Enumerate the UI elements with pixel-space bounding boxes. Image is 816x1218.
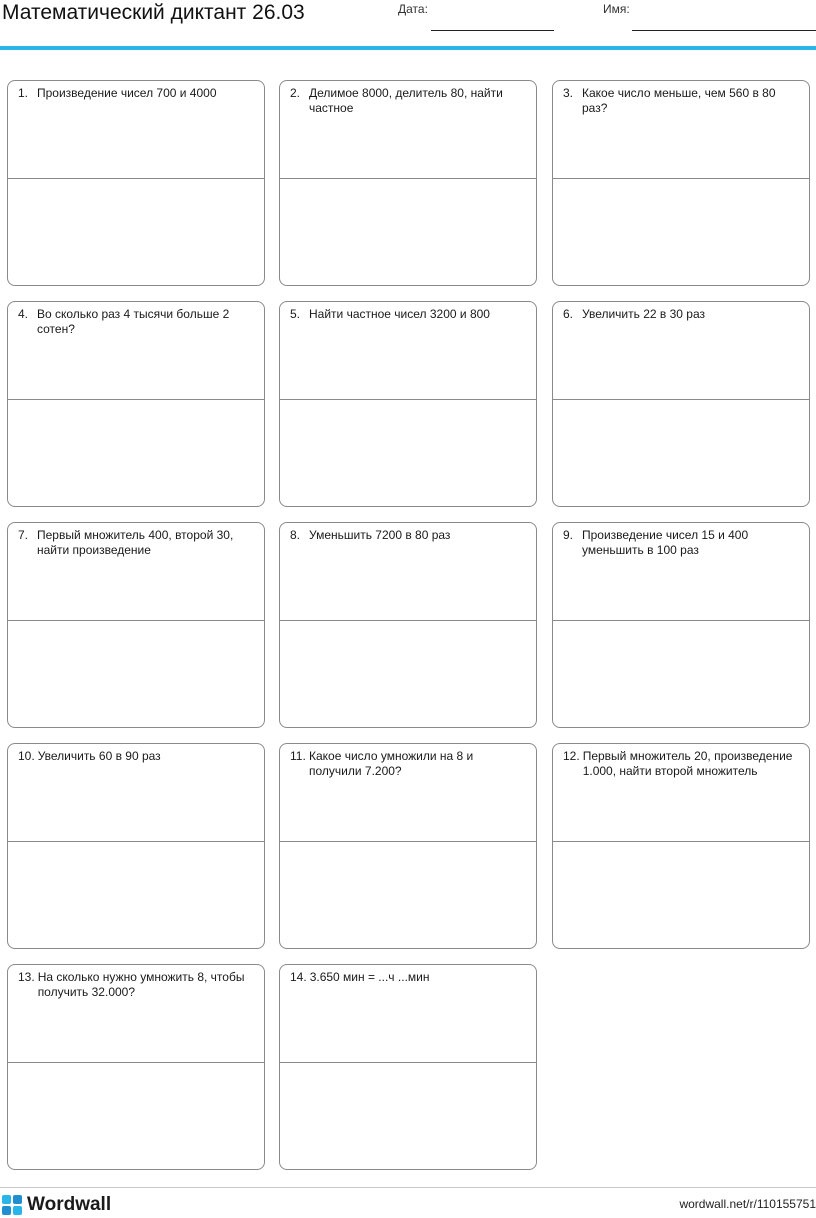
question-number: 10. — [18, 749, 35, 763]
card-divider — [280, 841, 536, 842]
question-prompt — [290, 749, 526, 779]
question-card-5 — [279, 301, 537, 507]
card-divider — [8, 1062, 264, 1063]
question-number: 7. — [18, 528, 29, 542]
question-card-14 — [279, 964, 537, 1170]
question-card-6 — [552, 301, 810, 507]
card-divider — [8, 620, 264, 621]
question-number: 12. — [563, 749, 580, 763]
question-text: Увеличить 60 в 90 раз — [37, 749, 161, 763]
card-divider — [553, 841, 809, 842]
question-card-11 — [279, 743, 537, 949]
date-label: Дата: — [398, 2, 428, 16]
question-prompt — [290, 528, 526, 543]
question-card-4 — [7, 301, 265, 507]
question-prompt — [18, 970, 254, 1000]
question-prompt — [563, 86, 799, 116]
wordwall-logo-icon — [2, 1195, 22, 1215]
question-number: 6. — [563, 307, 574, 321]
card-divider — [8, 399, 264, 400]
question-prompt — [18, 307, 254, 337]
card-divider — [8, 841, 264, 842]
name-label: Имя: — [603, 2, 630, 16]
question-text: Уменьшить 7200 в 80 раз — [309, 528, 451, 542]
question-card-12 — [552, 743, 810, 949]
question-text: 3.650 мин = ...ч ...мин — [309, 970, 430, 984]
question-text: Произведение чисел 15 и 400 уменьшить в 100 раз — [582, 528, 749, 557]
question-prompt — [563, 749, 799, 779]
question-text: Увеличить 22 в 30 раз — [582, 307, 705, 321]
question-number: 8. — [290, 528, 301, 542]
question-text: На сколько нужно умножить 8, чтобы получить 32.000? — [37, 970, 245, 999]
question-card-2 — [279, 80, 537, 286]
question-number: 13. — [18, 970, 35, 984]
question-text: Первый множитель 400, второй 30, найти произведение — [37, 528, 234, 557]
page-title: Математический диктант 26.03 — [2, 1, 305, 24]
question-prompt — [290, 970, 526, 985]
question-text: Произведение чисел 700 и 4000 — [37, 86, 217, 100]
question-number: 11. — [290, 749, 306, 763]
card-divider — [553, 620, 809, 621]
card-divider — [280, 1062, 536, 1063]
card-divider — [280, 620, 536, 621]
question-number: 2. — [290, 86, 301, 100]
question-number: 1. — [18, 86, 29, 100]
question-card-13 — [7, 964, 265, 1170]
question-prompt — [18, 749, 254, 764]
date-field[interactable] — [431, 30, 554, 31]
logo-text: Wordwall — [27, 1194, 112, 1215]
question-text: Какое число умножили на 8 и получили 7.200? — [309, 749, 474, 778]
card-divider — [8, 178, 264, 179]
name-field[interactable] — [632, 30, 816, 31]
question-text: Какое число меньше, чем 560 в 80 раз? — [582, 86, 776, 115]
question-number: 14. — [290, 970, 307, 984]
card-divider — [553, 178, 809, 179]
card-divider — [280, 178, 536, 179]
question-card-10 — [7, 743, 265, 949]
question-prompt — [18, 528, 254, 558]
question-prompt — [563, 307, 799, 322]
wordwall-logo — [2, 1194, 111, 1216]
question-number: 9. — [563, 528, 574, 542]
question-text: Найти частное чисел 3200 и 800 — [309, 307, 490, 321]
question-card-3 — [552, 80, 810, 286]
question-number: 5. — [290, 307, 301, 321]
question-prompt — [290, 86, 526, 116]
question-text: Первый множитель 20, произведение 1.000, найти второй множитель — [582, 749, 793, 778]
question-prompt — [290, 307, 526, 322]
footer-url: wordwall.net/r/110155751 — [679, 1197, 816, 1211]
question-text: Во сколько раз 4 тысячи больше 2 сотен? — [37, 307, 230, 336]
question-prompt — [563, 528, 799, 558]
header-rule — [0, 46, 816, 50]
question-text: Делимое 8000, делитель 80, найти частное — [309, 86, 503, 115]
question-card-1 — [7, 80, 265, 286]
card-divider — [280, 399, 536, 400]
question-card-7 — [7, 522, 265, 728]
question-card-8 — [279, 522, 537, 728]
card-divider — [553, 399, 809, 400]
question-prompt — [18, 86, 254, 101]
question-number: 3. — [563, 86, 574, 100]
question-number: 4. — [18, 307, 29, 321]
question-card-9 — [552, 522, 810, 728]
footer-rule — [0, 1187, 816, 1188]
